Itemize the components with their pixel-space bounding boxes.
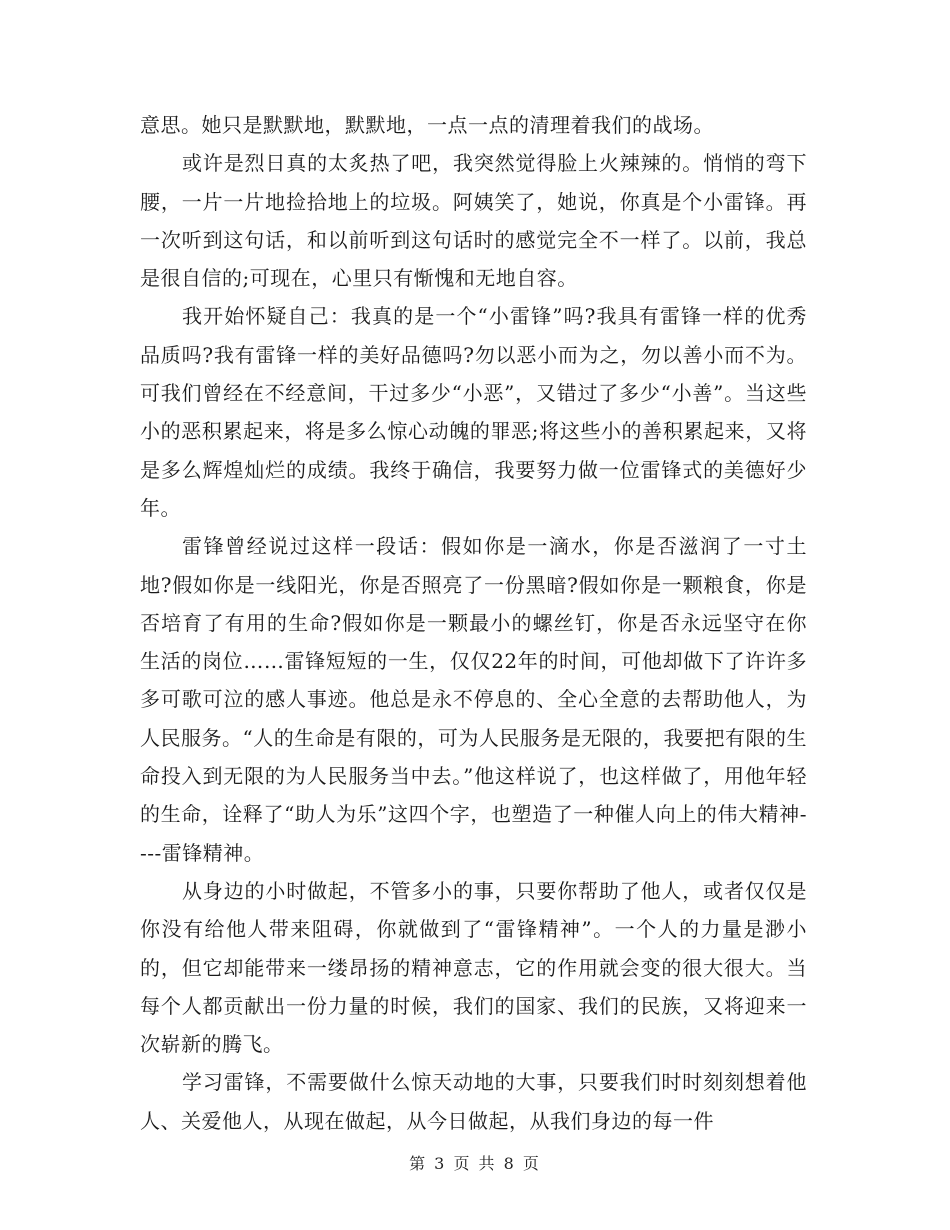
paragraph-2: 或许是烈日真的太炙热了吧，我突然觉得脸上火辣辣的。悄悄的弯下腰，一片一片地捡拾地上的垃圾。阿姨笑了，她说，你真是个小雷锋。再一次听到这句话，和以前听到这句话时的感觉完全不一样了。以前，我总是很自信的;可现在，心里只有惭愧和无地自容。 xyxy=(140,151,807,291)
paragraph-6: 学习雷锋，不需要做什么惊天动地的大事，只要我们时时刻刻想着他人、关爱他人，从现在做起，从今日做起，从我们身边的每一件 xyxy=(140,1070,807,1133)
paragraph-1: 意思。她只是默默地，默默地，一点一点的清理着我们的战场。 xyxy=(140,113,714,137)
document-body xyxy=(140,106,807,1140)
page-number-footer: 第 3 页 共 8 页 xyxy=(409,1154,541,1173)
paragraph-3: 我开始怀疑自己：我真的是一个“小雷锋”吗?我具有雷锋一样的优秀品质吗?我有雷锋一样的美好品德吗?勿以恶小而为之，勿以善小而不为。可我们曾经在不经意间，干过多少“小恶”，又错过了多少“小善”。当这些小的恶积累起来，将是多么惊心动魄的罪恶;将这些小的善积累起来，又将是多么辉煌灿烂的成绩。我终于确信，我要努力做一位雷锋式的美德好少年。 xyxy=(140,304,807,520)
paragraph-4: 雷锋曾经说过这样一段话：假如你是一滴水，你是否滋润了一寸土地?假如你是一线阳光，你是否照亮了一份黑暗?假如你是一颗粮食，你是否培育了有用的生命?假如你是一颗最小的螺丝钉，你是否永远坚守在你生活的岗位……雷锋短短的一生，仅仅22年的时间，可他却做下了许许多多可歌可泣的感人事迹。他总是永不停息的、全心全意的去帮助他人，为人民服务。“人的生命是有限的，可为人民服务是无限的，我要把有限的生命投入到无限的为人民服务当中去。”他这样说了，也这样做了，用他年轻的生命，诠释了“助人为乐”这四个字，也塑造了一种催人向上的伟大精神----雷锋精神。 xyxy=(140,534,807,865)
paragraph-5: 从身边的小时做起，不管多小的事，只要你帮助了他人，或者仅仅是你没有给他人带来阻碍，你就做到了“雷锋精神”。一个人的力量是渺小的，但它却能带来一缕昂扬的精神意志，它的作用就会变的很大很大。当每个人都贡献出一份力量的时候，我们的国家、我们的民族，又将迎来一次崭新的腾飞。 xyxy=(140,878,807,1057)
